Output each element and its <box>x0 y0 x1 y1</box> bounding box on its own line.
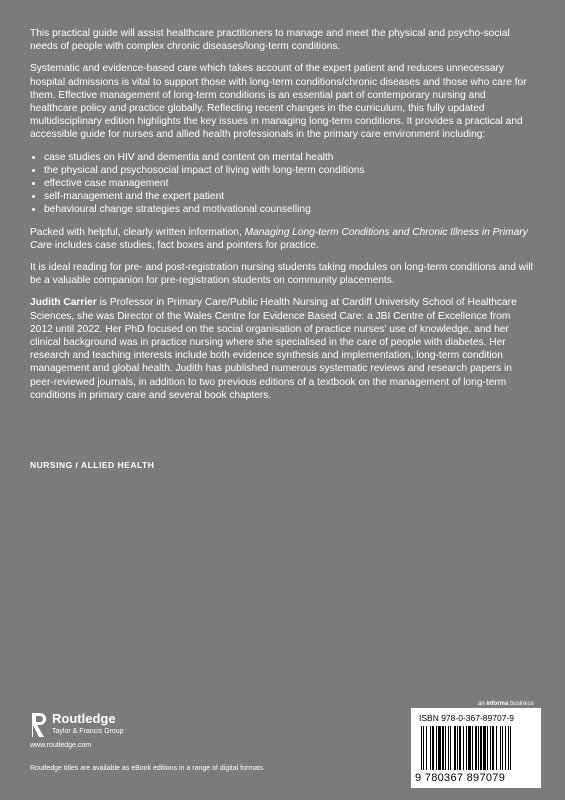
routledge-mark-icon <box>30 712 46 738</box>
ebook-note: Routledge titles are available as eBook editions in a range of digital formats <box>30 765 264 772</box>
feature-item: • self-management and the expert patient <box>44 190 535 203</box>
intro-paragraph: This practical guide will assist healthcare practitioners to manage and meet the physical and psycho-social needs of people with complex chronic diseases/long-term conditions. <box>30 28 510 53</box>
packed-paragraph <box>30 226 535 252</box>
barcode-bars-icon <box>419 726 533 772</box>
publisher-group: Taylor & Francis Group <box>52 728 124 735</box>
feature-item: • the physical and psychosocial impact of living with long-term conditions <box>44 164 535 177</box>
book-title-italic: Managing Long-term Conditions and Chronic Illness in Primary Care <box>30 226 528 251</box>
subject-category: NURSING / ALLIED HEALTH <box>30 460 155 470</box>
publisher-name: Routledge <box>52 711 116 726</box>
publisher-website: www.routledge.com <box>30 742 92 749</box>
feature-list <box>30 151 535 217</box>
barcode <box>411 708 541 788</box>
packed-text-after: includes case studies, fact boxes and pointers for practice. <box>52 239 319 251</box>
informa-prefix: an <box>478 701 487 707</box>
isbn-text: ISBN 978-0-367-89707-9 <box>419 713 514 723</box>
feature-item: • case studies on HIV and dementia and content on mental health <box>44 151 535 164</box>
author-name: Judith Carrier <box>30 297 97 309</box>
description-text <box>30 27 535 411</box>
overview-paragraph: Systematic and evidence-based care which takes account of the expert patient and reduces unnecessary hospital admissions is vital to support those with long-term conditions/chronic diseases and those who care for them. Effective management of long-term conditions is an essential part of contemporary nursing and healthcare policy and practice globally. Reflecting recent changes in the curriculum, this fully updated multidisciplinary edition highlights the key issues in managing long-term conditions. It provides a practical and accessible guide for nurses and allied health professionals in the primary care environment including: <box>30 63 527 141</box>
author-bio: is Professor in Primary Care/Public Health Nursing at Cardiff University School of Healthcare Sciences, she was Director of the Wales Centre for Evidence Based Care: a JBI Centre of Excellence from 2012 until 2022. Her PhD focused on the social organisation of practice nurses' use of knowledge, and her clinical background was in practice nursing where she specialised in the care of people with diabetes. Her research and teaching interests include both evidence synthesis and implementation, long-term condition management and global health. Judith has published numerous systematic reviews and research papers in peer-reviewed journals, in addition to two previous editions of a textbook on the management of long-term conditions in primary care and several book chapters. <box>30 297 517 401</box>
informa-brand: informa <box>486 701 509 707</box>
informa-suffix: business <box>508 701 534 707</box>
packed-text-before: Packed with helpful, clearly written information, <box>30 226 245 238</box>
author-bio-paragraph <box>30 296 535 402</box>
feature-item: • behavioural change strategies and motivational counselling <box>44 203 535 216</box>
audience-paragraph: It is ideal reading for pre- and post-registration nursing students taking modules on long-term conditions and will be a valuable companion for pre-registration students on community placements. <box>30 262 533 287</box>
feature-item: • effective case management <box>44 177 535 190</box>
informa-tagline <box>478 701 534 707</box>
barcode-digits: 9 780367 897079 <box>415 772 506 784</box>
